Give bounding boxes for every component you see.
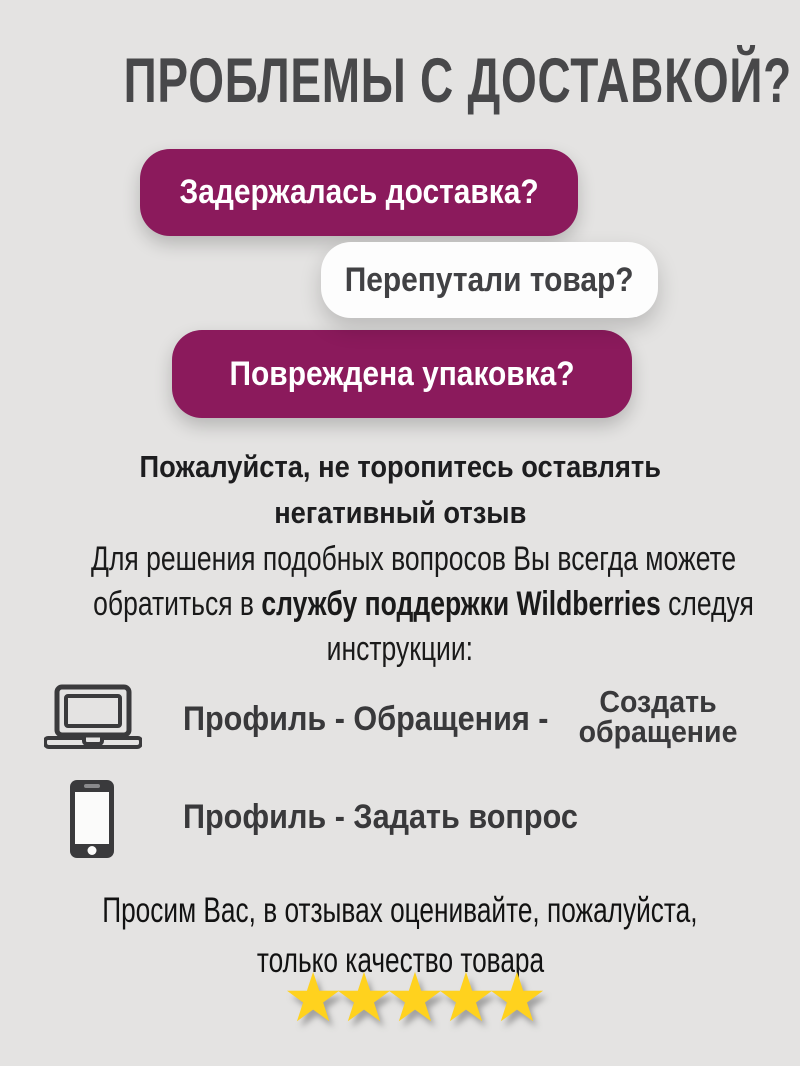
star-icon: ★ <box>333 960 385 1036</box>
bubble-label: Перепутали товар? <box>345 260 634 299</box>
intro-line-1: Для решения подобных вопросов Вы всегда можете <box>90 540 737 578</box>
footer-line-2: только качество товара <box>256 941 544 980</box>
bubble-label: Задержалась доставка? <box>179 173 539 211</box>
step1-path-text: Профиль - Обращения - <box>183 700 549 738</box>
star-icon: ★ <box>282 960 334 1036</box>
bubble-label: Повреждена упаковка? <box>229 354 575 393</box>
laptop-icon <box>44 684 142 750</box>
footer-line-1: Просим Вас, в отзывах оценивайте, пожалуйста, <box>102 891 698 930</box>
step1-last-line1: Создать <box>599 684 717 719</box>
intro-line-3: инструкции: <box>326 630 474 668</box>
bubble-delivery-delayed <box>140 149 578 236</box>
page-title <box>0 44 800 135</box>
smartphone-icon <box>69 779 115 859</box>
intro-line-2: обратиться в службу поддержки Wildberries следуя <box>93 585 754 623</box>
star-rating <box>0 962 800 1034</box>
step1-last-item <box>564 684 752 749</box>
page-title-text: ПРОБЛЕМЫ С ДОСТАВКОЙ? <box>123 46 793 116</box>
step2-path-text: Профиль - Задать вопрос <box>183 798 578 836</box>
bubble-damaged-packaging <box>172 330 632 418</box>
star-icon: ★ <box>384 960 436 1036</box>
bubble-wrong-item <box>321 242 658 318</box>
plea-heading <box>0 447 800 539</box>
star-icon: ★ <box>435 960 487 1036</box>
plea-line-2: негативный отзыв <box>273 495 527 530</box>
wildberries-support-bold: службу поддержки Wildberries <box>261 585 661 623</box>
support-instructions-intro <box>0 540 800 675</box>
step1-last-line2: обращение <box>578 714 738 749</box>
plea-line-1: Пожалуйста, не торопитесь оставлять <box>139 449 661 484</box>
star-icon: ★ <box>486 960 538 1036</box>
